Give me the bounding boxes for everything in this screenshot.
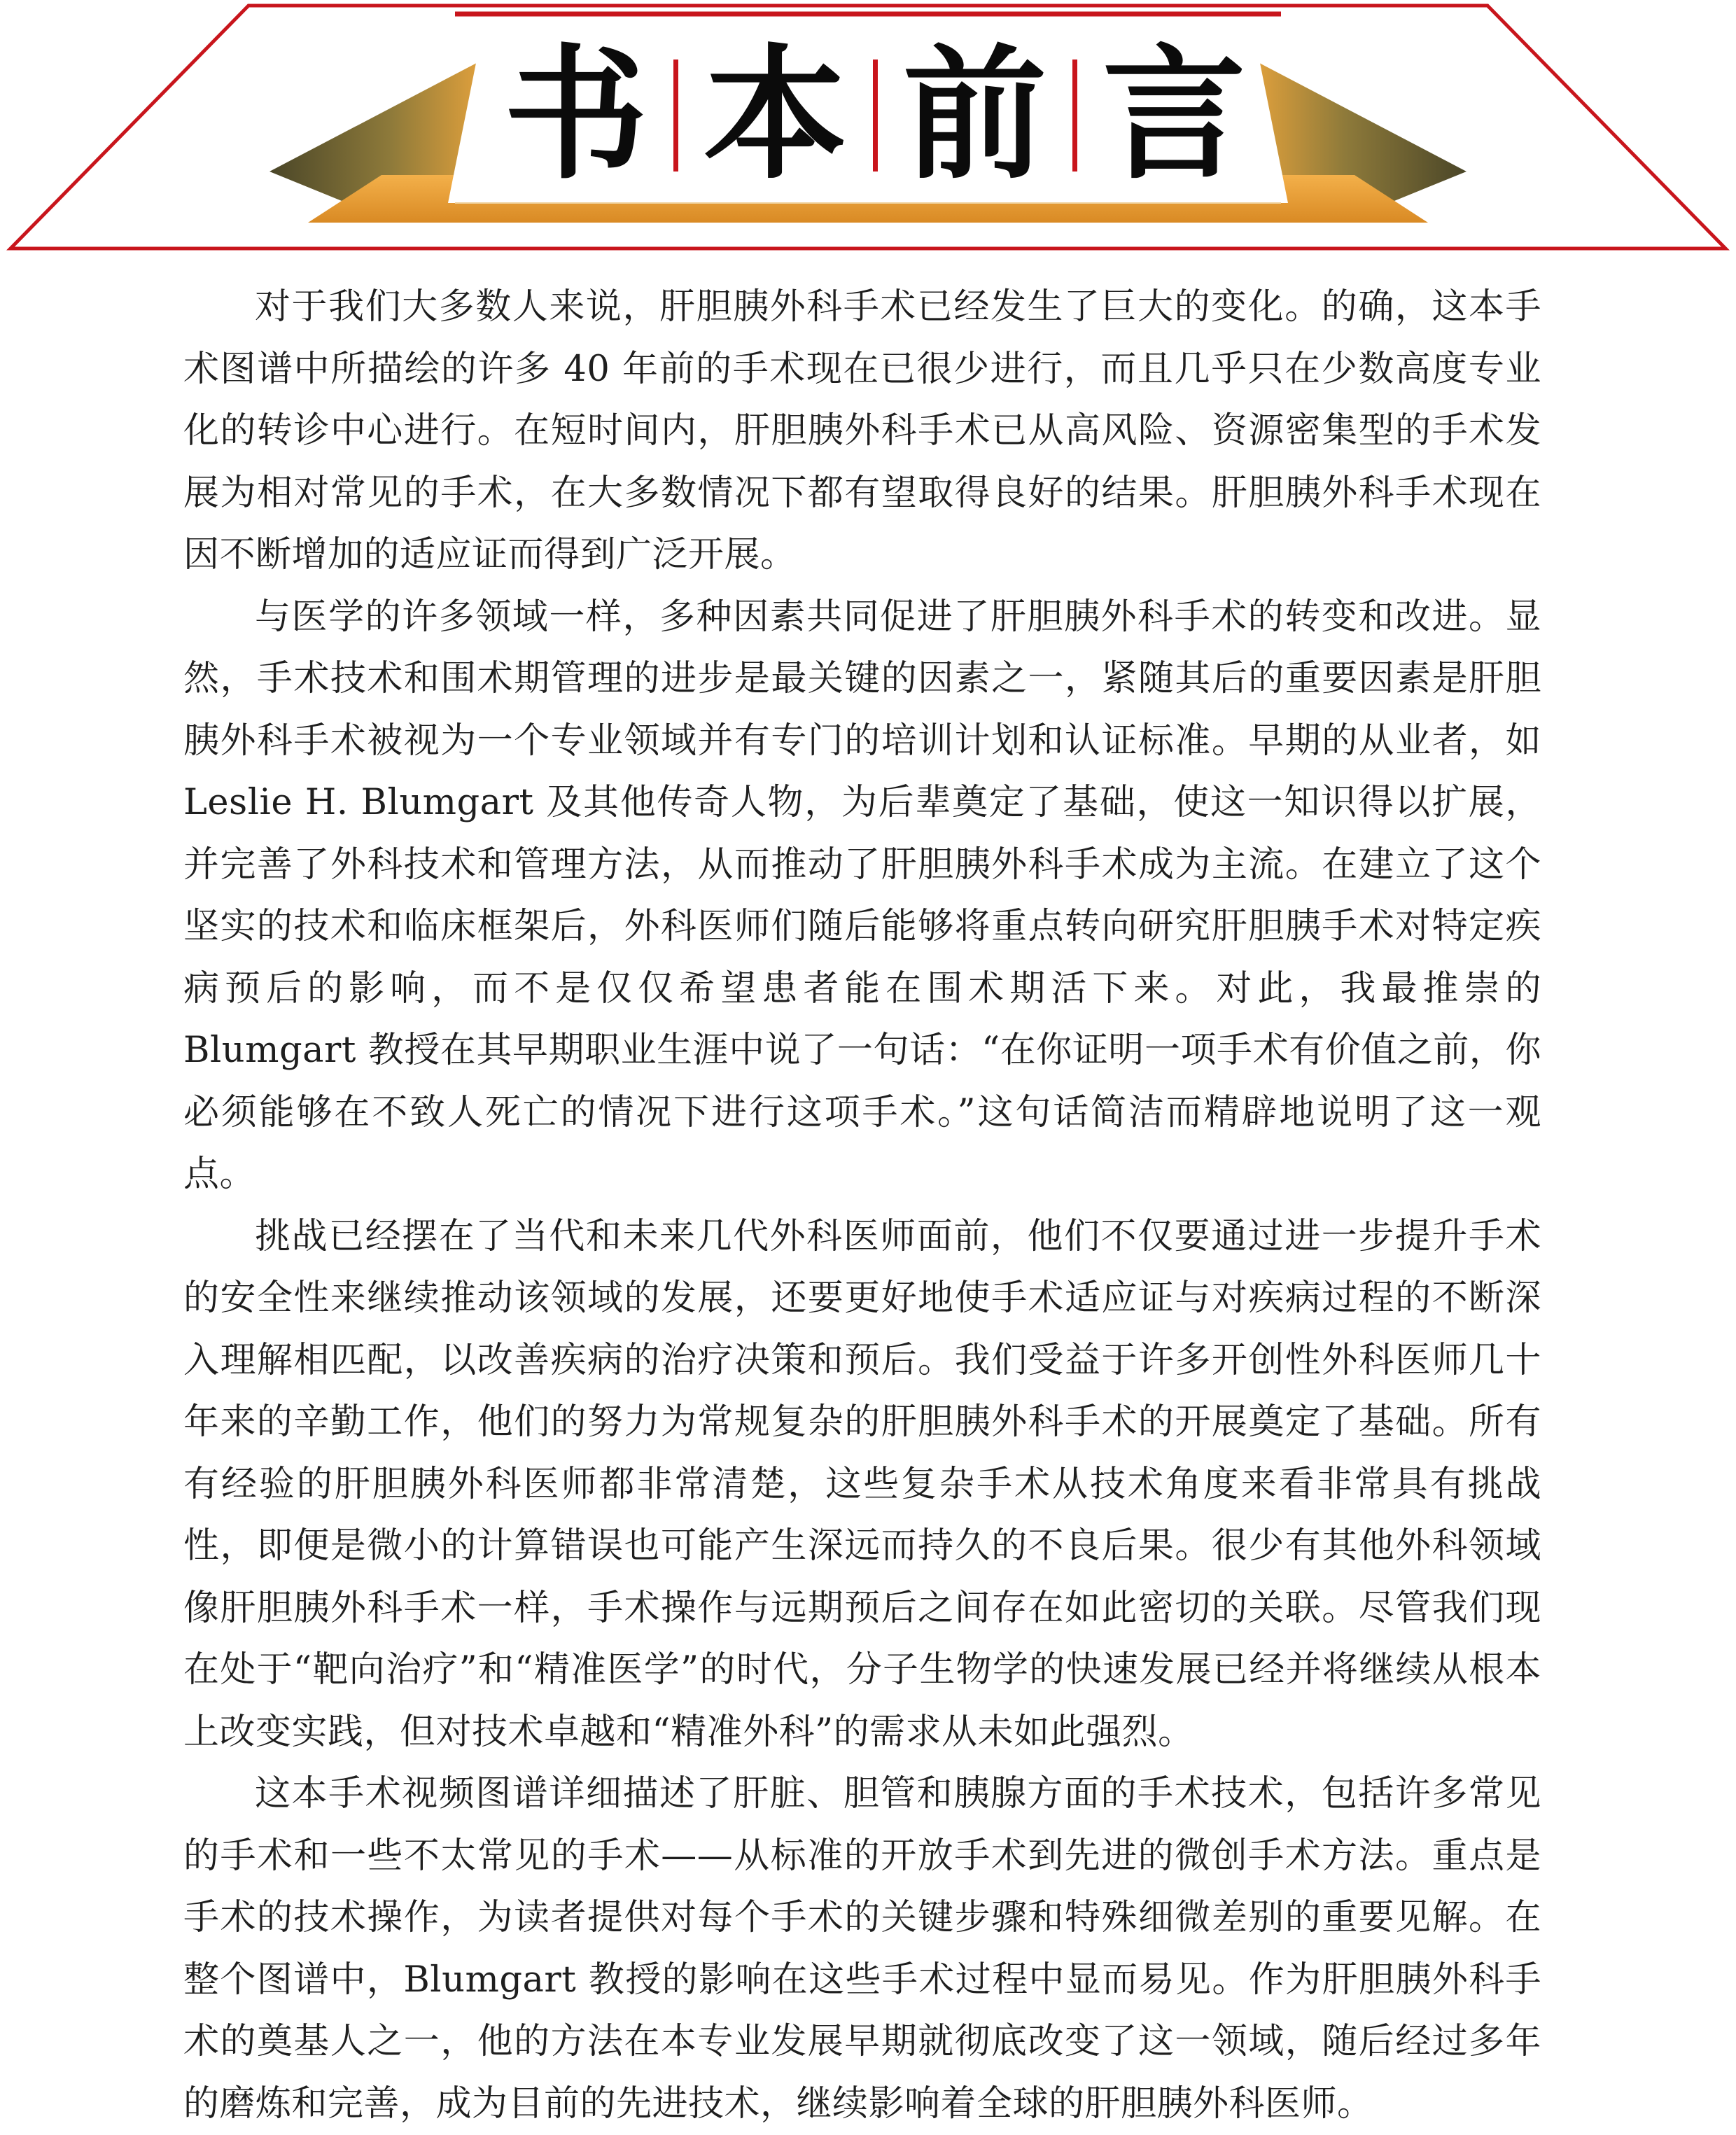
title-char-1: 书 bbox=[504, 31, 648, 199]
title-separator bbox=[673, 59, 678, 172]
title-separator bbox=[1072, 59, 1077, 172]
title-char-2: 本 bbox=[704, 31, 847, 199]
title-separator bbox=[873, 59, 878, 172]
paragraph-1: 对于我们大多数人来说，肝胆胰外科手术已经发生了巨大的变化。的确，这本手术图谱中所描绘的许多 40 年前的手术现在已很少进行，而且几乎只在少数高度专业化的转诊中心进行。在短时间内，肝胆胰外科手术已从高风险、资源密集型的手术发展为相对常见的手术，在大多数情况下都有望取得良好的结果。肝胆胰外科手术现在因不断增加的适应证而得到广泛开展。 bbox=[183, 286, 1541, 575]
paragraph-4: 这本手术视频图谱详细描述了肝脏、胆管和胰腺方面的手术技术，包括许多常见的手术和一些不太常见的手术——从标准的开放手术到先进的微创手术方法。重点是手术的技术操作，为读者提供对每个手术的关键步骤和特殊细微差别的重要见解。在整个图谱中，Blumgart 教授的影响在这些手术过程中显而易见。作为肝胆胰外科手术的奠基人之一，他的方法在本专业发展早期就彻底改变了这一领域，随后经过多年的磨炼和完善，成为目前的先进技术，继续影响着全球的肝胆胰外科医师。 bbox=[183, 1773, 1541, 2124]
title-char-3: 前 bbox=[903, 31, 1046, 199]
preface-body bbox=[183, 276, 1541, 2135]
paragraph-2: 与医学的许多领域一样，多种因素共同促进了肝胆胰外科手术的转变和改进。显然，手术技术和围术期管理的进步是最关键的因素之一，紧随其后的重要因素是肝胆胰外科手术被视为一个专业领域并有专门的培训计划和认证标准。早期的从业者，如 Leslie H. Blumgart 及其他传奇人物，为后辈奠定了基础，使这一知识得以扩展，并完善了外科技术和管理方法，从而推动了肝胆胰外科手术成为主流。在建立了这个坚实的技术和临床框架后，外科医师们随后能够将重点转向研究肝胆胰手术对特定疾病预后的影响，而不是仅仅希望患者能在围术期活下来。对此，我最推崇的 Blumgart 教授在其早期职业生涯中说了一句话：“在你证明一项手术有价值之前，你必须能够在不致人死亡的情况下进行这项手术。”这句话简洁而精辟地说明了这一观点。 bbox=[183, 596, 1541, 1195]
paragraph-3: 挑战已经摆在了当代和未来几代外科医师面前，他们不仅要通过进一步提升手术的安全性来继续推动该领域的发展，还要更好地使手术适应证与对疾病过程的不断深入理解相匹配，以改善疾病的治疗决策和预后。我们受益于许多开创性外科医师几十年来的辛勤工作，他们的努力为常规复杂的肝胆胰外科手术的开展奠定了基础。所有有经验的肝胆胰外科医师都非常清楚，这些复杂手术从技术角度来看非常具有挑战性，即便是微小的计算错误也可能产生深远而持久的不良后果。很少有其他外科领域像肝胆胰外科手术一样，手术操作与远期预后之间存在如此密切的关联。尽管我们现在处于“靶向治疗”和“精准医学”的时代，分子生物学的快速发展已经并将继续从根本上改变实践，但对技术卓越和“精准外科”的需求从未如此强烈。 bbox=[183, 1215, 1541, 1753]
page-title bbox=[392, 28, 1358, 203]
title-char-4: 言 bbox=[1102, 31, 1246, 199]
